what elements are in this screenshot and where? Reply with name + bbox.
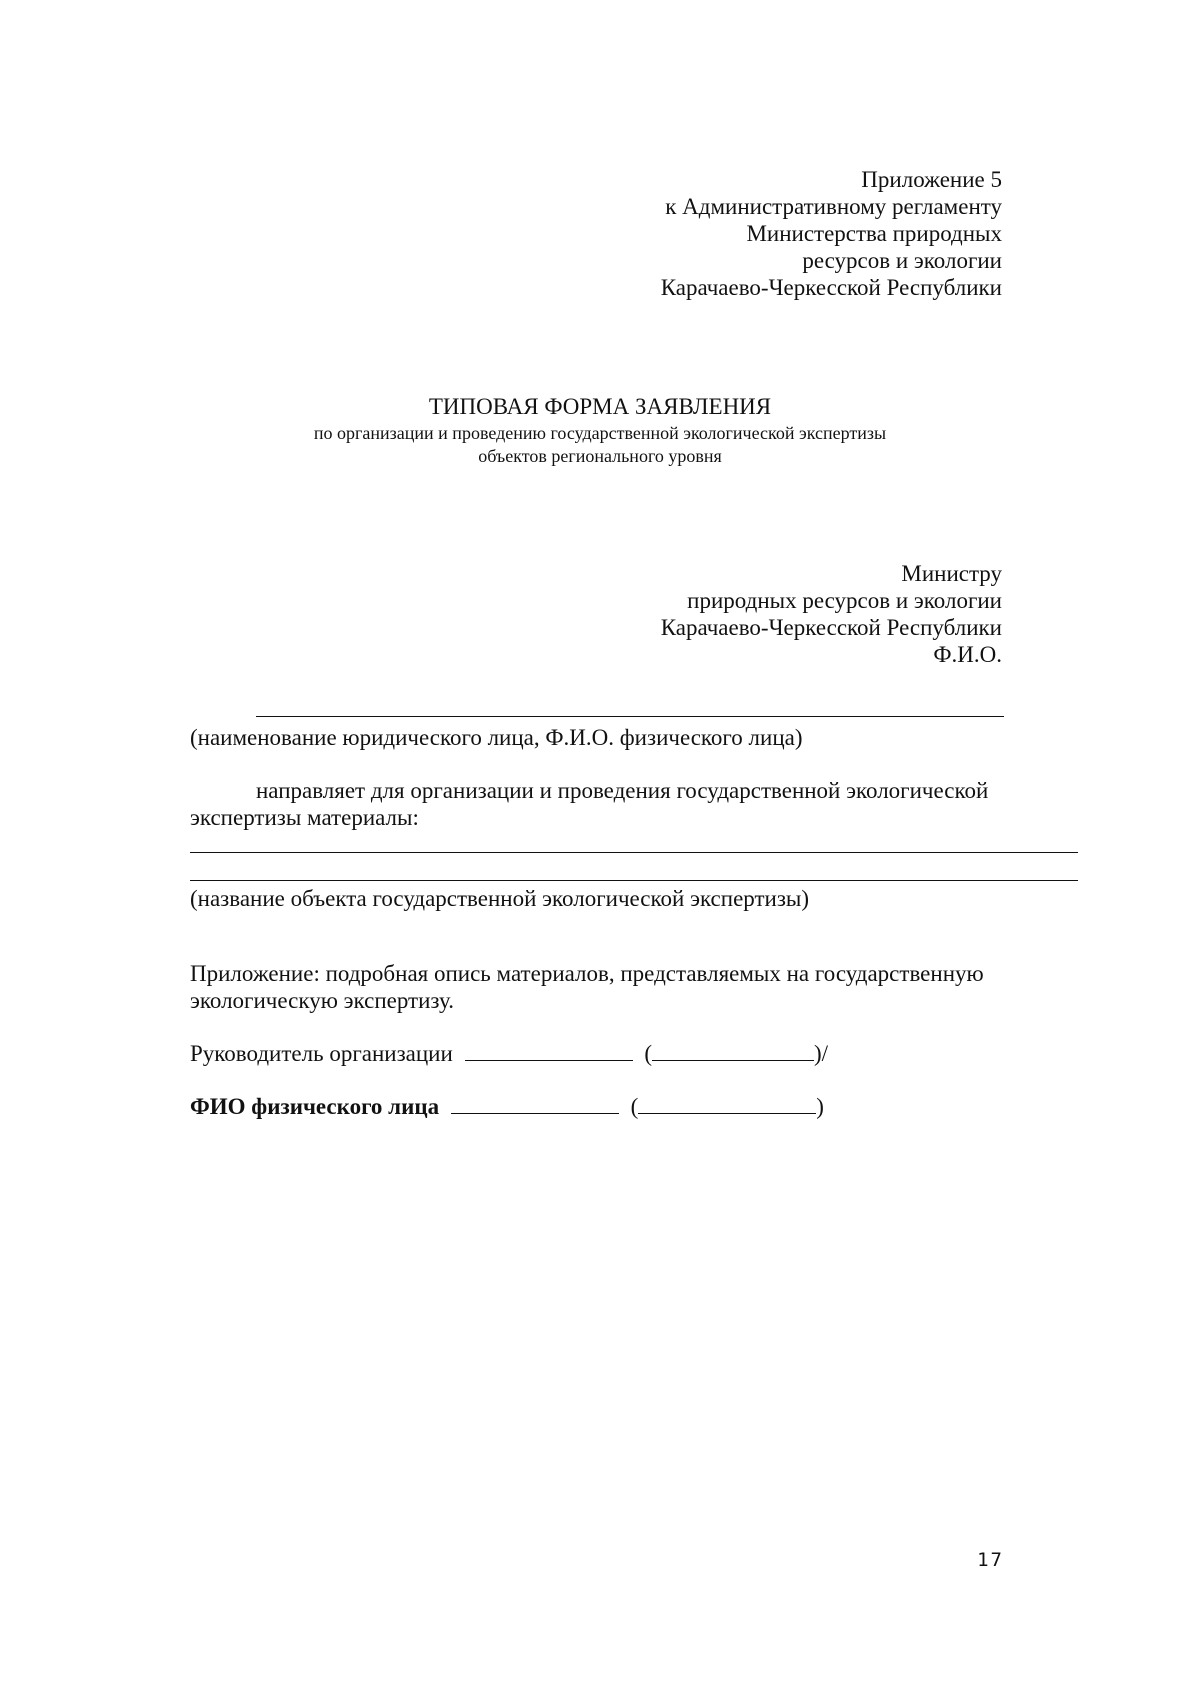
addressee-block [661,560,1002,668]
appendix-line: ресурсов и экологии [802,248,1002,273]
attachment-line2: экологическую экспертизу. [190,988,454,1013]
person-signature-field[interactable] [451,1093,619,1114]
object-caption: (название объекта государственной экологической экспертизы) [190,886,810,911]
head-name-field[interactable] [652,1040,814,1061]
open-paren: ( [644,1041,652,1066]
head-suffix: )/ [813,1041,829,1066]
form-title: ТИПОВАЯ ФОРМА ЗАЯВЛЕНИЯ [428,394,772,419]
open-paren: ( [630,1094,639,1119]
appendix-line: к Административному регламенту [665,194,1002,219]
object-name-line-2[interactable] [190,880,1078,881]
form-title-block [0,392,1200,468]
person-name-field[interactable] [638,1093,816,1114]
appendix-line: Карачаево-Черкесской Республики [660,275,1002,300]
attachment-line1: Приложение: подробная опись материалов, представляемых на государственную [190,961,984,986]
appendix-line: Министерства природных [746,221,1002,246]
addressee-line: Министру [901,561,1002,586]
form-subtitle-line1: по организации и проведению государственной экологической экспертизы [313,423,887,443]
person-label: ФИО физического лица [190,1094,440,1119]
applicant-caption: (наименование юридического лица, Ф.И.О. физического лица) [190,725,803,750]
form-subtitle-line2: объектов регионального уровня [478,446,722,466]
page-number: 17 [977,1549,1004,1571]
addressee-line: Ф.И.О. [933,642,1002,667]
appendix-line: Приложение 5 [861,167,1002,192]
head-signature-row [190,1040,828,1067]
applicant-name-line[interactable] [256,716,1004,717]
head-label: Руководитель организации [190,1041,453,1066]
object-name-line-1[interactable] [190,852,1078,853]
body-continuation: экспертизы материалы: [190,805,419,830]
body-indent-text: направляет для организации и проведения государственной экологической [256,778,989,803]
appendix-header [661,166,1002,301]
head-signature-field[interactable] [465,1040,633,1061]
person-suffix: ) [816,1094,824,1119]
addressee-line: природных ресурсов и экологии [687,588,1002,613]
person-signature-row [190,1093,824,1120]
addressee-line: Карачаево-Черкесской Республики [660,615,1002,640]
